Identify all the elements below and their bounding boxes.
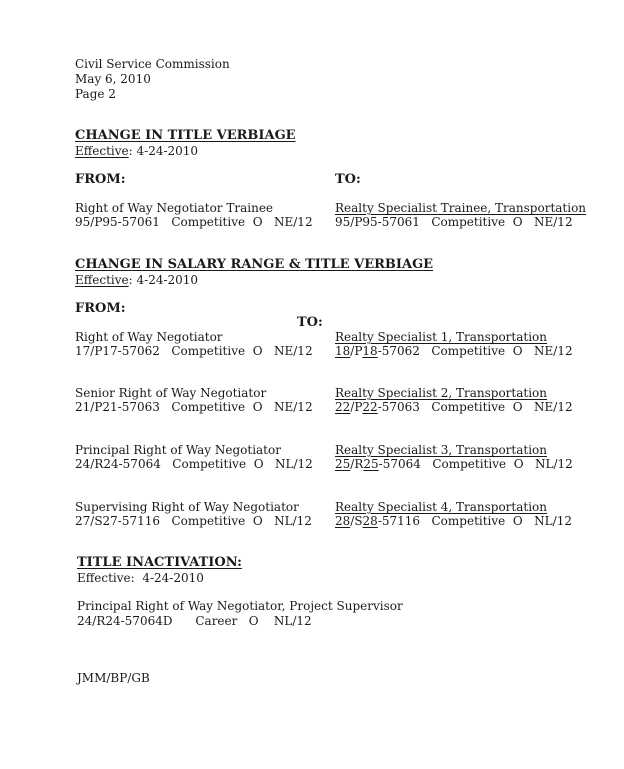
to-code-sep: /P <box>350 344 363 358</box>
section1-effective-value: : 4-24-2010 <box>128 144 199 158</box>
to-code-number: 25 <box>363 457 379 471</box>
to-code-number: 18 <box>362 344 378 358</box>
section2-row2-to-code <box>335 400 573 414</box>
section2-row2-from-code: 21/P21-57063 Competitive O NE/12 <box>75 400 313 414</box>
section2-row2-to-title: Realty Specialist 2, Transportation <box>335 386 548 400</box>
to-code-rest: -57116 Competitive O NL/12 <box>377 514 572 528</box>
section1-heading: CHANGE IN TITLE VERBIAGE <box>75 128 296 143</box>
section2-row4-to-code <box>335 514 572 528</box>
to-code-rest: -57062 Competitive O NE/12 <box>377 344 573 358</box>
section2-row3-to-title: Realty Specialist 3, Transportation <box>335 443 548 457</box>
footer-initials: JMM/BP/GB <box>77 671 150 685</box>
section2-row1-to-title: Realty Specialist 1, Transportation <box>335 330 548 344</box>
section2-row2-from-title: Senior Right of Way Negotiator <box>75 386 267 400</box>
to-code-rest: -57064 Competitive O NL/12 <box>378 457 573 471</box>
section2-row3-to-code <box>335 457 573 471</box>
section1-effective <box>75 144 198 158</box>
section2-row4-from-title: Supervising Right of Way Negotiator <box>75 500 299 514</box>
header-line-date: May 6, 2010 <box>75 72 151 86</box>
header-line-page: Page 2 <box>75 87 116 101</box>
to-code-number: 28 <box>335 514 351 528</box>
to-code-number: 22 <box>335 400 351 414</box>
section1-row1-from-code: 95/P95-57061 Competitive O NE/12 <box>75 215 313 229</box>
section1-effective-label: Effective <box>75 144 129 158</box>
to-code-rest: -57063 Competitive O NE/12 <box>377 400 573 414</box>
to-code-number: 25 <box>335 457 351 471</box>
section2-row3-from-title: Principal Right of Way Negotiator <box>75 443 281 457</box>
section2-row1-to-code <box>335 344 573 358</box>
to-code-number: 18 <box>335 344 351 358</box>
section2-effective <box>75 273 198 287</box>
section2-effective-value: : 4-24-2010 <box>128 273 199 287</box>
header-line-commission: Civil Service Commission <box>75 57 230 71</box>
to-code-number: 28 <box>362 514 378 528</box>
section2-row1-from-code: 17/P17-57062 Competitive O NE/12 <box>75 344 313 358</box>
to-code-sep: /S <box>350 514 363 528</box>
section2-from-label: FROM: <box>75 301 126 316</box>
section3-title: Principal Right of Way Negotiator, Project Supervisor <box>77 599 403 613</box>
to-code-sep: /R <box>350 457 364 471</box>
section2-row3-from-code: 24/R24-57064 Competitive O NL/12 <box>75 457 313 471</box>
section1-to-label: TO: <box>335 172 361 187</box>
section2-row1-from-title: Right of Way Negotiator <box>75 330 223 344</box>
section1-row1-from-title: Right of Way Negotiator Trainee <box>75 201 274 215</box>
section2-row4-from-code: 27/S27-57116 Competitive O NL/12 <box>75 514 312 528</box>
section1-from-label: FROM: <box>75 172 126 187</box>
to-code-sep: /P <box>350 400 363 414</box>
section3-code: 24/R24-57064D Career O NL/12 <box>77 614 312 628</box>
section2-effective-label: Effective <box>75 273 129 287</box>
section3-effective: Effective: 4-24-2010 <box>77 571 204 585</box>
section2-row4-to-title: Realty Specialist 4, Transportation <box>335 500 548 514</box>
section2-heading: CHANGE IN SALARY RANGE & TITLE VERBIAGE <box>75 257 434 272</box>
section2-to-label: TO: <box>297 315 323 330</box>
section1-row1-to-code: 95/P95-57061 Competitive O NE/12 <box>335 215 573 229</box>
section3-heading: TITLE INACTIVATION: <box>77 555 242 570</box>
section1-row1-to-title: Realty Specialist Trainee, Transportation <box>335 201 587 215</box>
to-code-number: 22 <box>362 400 378 414</box>
